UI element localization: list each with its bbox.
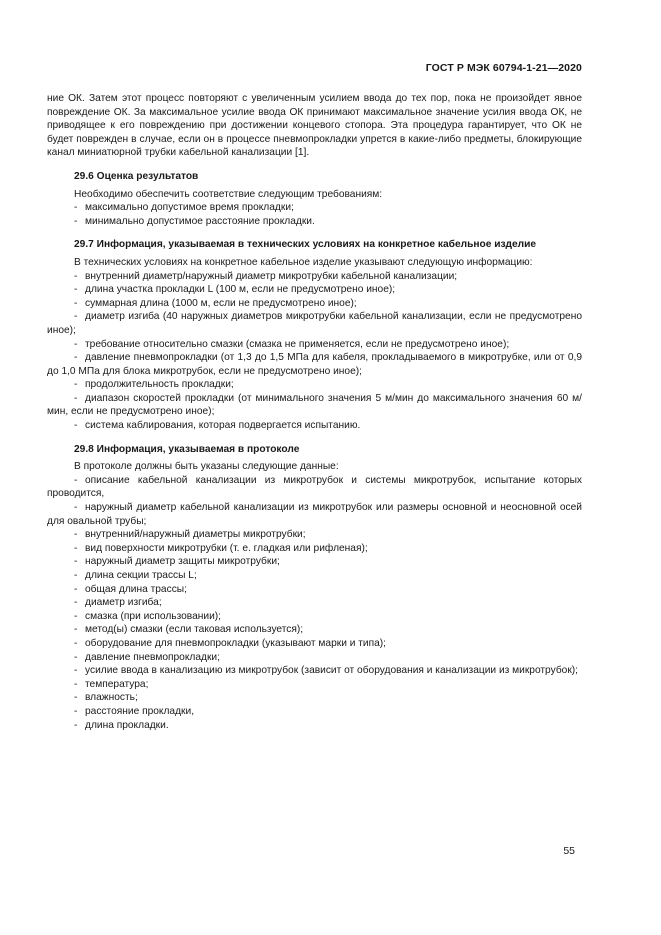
list-item: - смазка (при использовании); (74, 610, 222, 622)
list-item: - общая длина трассы; (74, 583, 187, 595)
list-item: - оборудование для пневмопрокладки (указывают марки и типа); (74, 637, 387, 649)
list-item: - температура; (74, 678, 149, 690)
list-item: - внутренний диаметр/наружный диаметр микротрубки кабельной канализации; (74, 270, 458, 282)
section-title: 29.6 Оценка результатов (74, 170, 199, 182)
page-number: 55 (563, 845, 575, 857)
section-lead: В технических условиях на конкретное кабельное изделие указывают следующую информацию: (74, 256, 533, 268)
list-item: - внутренний/наружный диаметры микротрубки; (74, 529, 306, 541)
list-item: - диапазон скоростей прокладки (от минимального значения 5 м/мин до максимального значения 60 м/мин, если не предусмотрено иное); (47, 392, 582, 418)
intro-paragraph: ние ОК. Затем этот процесс повторяют с увеличенным усилием ввода до тех пор, пока не произойдет явное повреждение ОК. За максимальное усилие ввода ОК принимают максимальное значение усилия ввода ОК, не приводящее к его повреждению при достижении концевого стопора. Эта процедура гарантирует, что ОК не будет поврежден в случае, если он в процессе пневмопрокладки упрется в какие-либо предметы, блокирующие канал миниатюрной трубки кабельной канализации [1]. (47, 93, 582, 159)
list-item: - продолжительность прокладки; (74, 379, 234, 391)
page-content (47, 92, 582, 732)
list-item: - требование относительно смазки (смазка не применяется, если не предусмотрено иное); (74, 338, 510, 350)
standard-header: ГОСТ Р МЭК 60794-1-21—2020 (425, 62, 582, 74)
list-item: - расстояние прокладки, (74, 705, 195, 717)
section-29-6 (47, 170, 582, 228)
list-item: - описание кабельной канализации из микротрубок и системы микротрубок, испытание которых проводится, (47, 474, 582, 500)
list-item: - вид поверхности микротрубки (т. е. гладкая или рифленая); (74, 542, 368, 554)
list-item: - наружный диаметр кабельной канализации из микротрубок или размеры основной и неосновной осей для овальной трубы; (47, 502, 582, 527)
list-item: - диаметр изгиба (40 наружных диаметров микротрубки кабельной канализации, если не предусмотрено иное); (47, 311, 582, 336)
list-item: - метод(ы) смазки (если таковая используется); (74, 624, 304, 636)
section-title: 29.7 Информация, указываемая в технических условиях на конкретное кабельное изделие (74, 239, 537, 251)
list-item: - диаметр изгиба; (74, 597, 162, 609)
list-item: - длина участка прокладки L (100 м, если не предусмотрено иное); (74, 284, 396, 296)
section-29-8 (47, 443, 582, 732)
list-item: - давление пневмопрокладки; (74, 651, 220, 663)
list-item: - система каблирования, которая подвергается испытанию. (74, 420, 361, 432)
list-item: - усилие ввода в канализацию из микротрубок (зависит от оборудования и канализации из микротрубок); (74, 665, 578, 677)
list-item: - суммарная длина (1000 м, если не предусмотрено иное); (74, 297, 357, 309)
section-lead: Необходимо обеспечить соответствие следующим требованиям: (74, 188, 383, 200)
list-item: - минимально допустимое расстояние прокладки. (74, 215, 315, 227)
list-item: - максимально допустимое время прокладки; (74, 202, 294, 214)
section-lead: В протоколе должны быть указаны следующие данные: (74, 461, 339, 473)
list-item: - длина прокладки. (74, 719, 169, 731)
list-item: - давление пневмопрокладки (от 1,3 до 1,5 МПа для кабеля, прокладываемого в микротрубке, или от 0,9 до 1,0 МПа для блока микротрубок, если не предусмотрено иное); (47, 352, 582, 377)
list-item: - влажность; (74, 692, 138, 704)
section-29-7 (47, 238, 582, 432)
list-item: - длина секции трассы L; (74, 570, 197, 581)
list-item: - наружный диаметр защиты микротрубки; (74, 556, 280, 568)
section-title: 29.8 Информация, указываемая в протоколе (74, 443, 300, 455)
